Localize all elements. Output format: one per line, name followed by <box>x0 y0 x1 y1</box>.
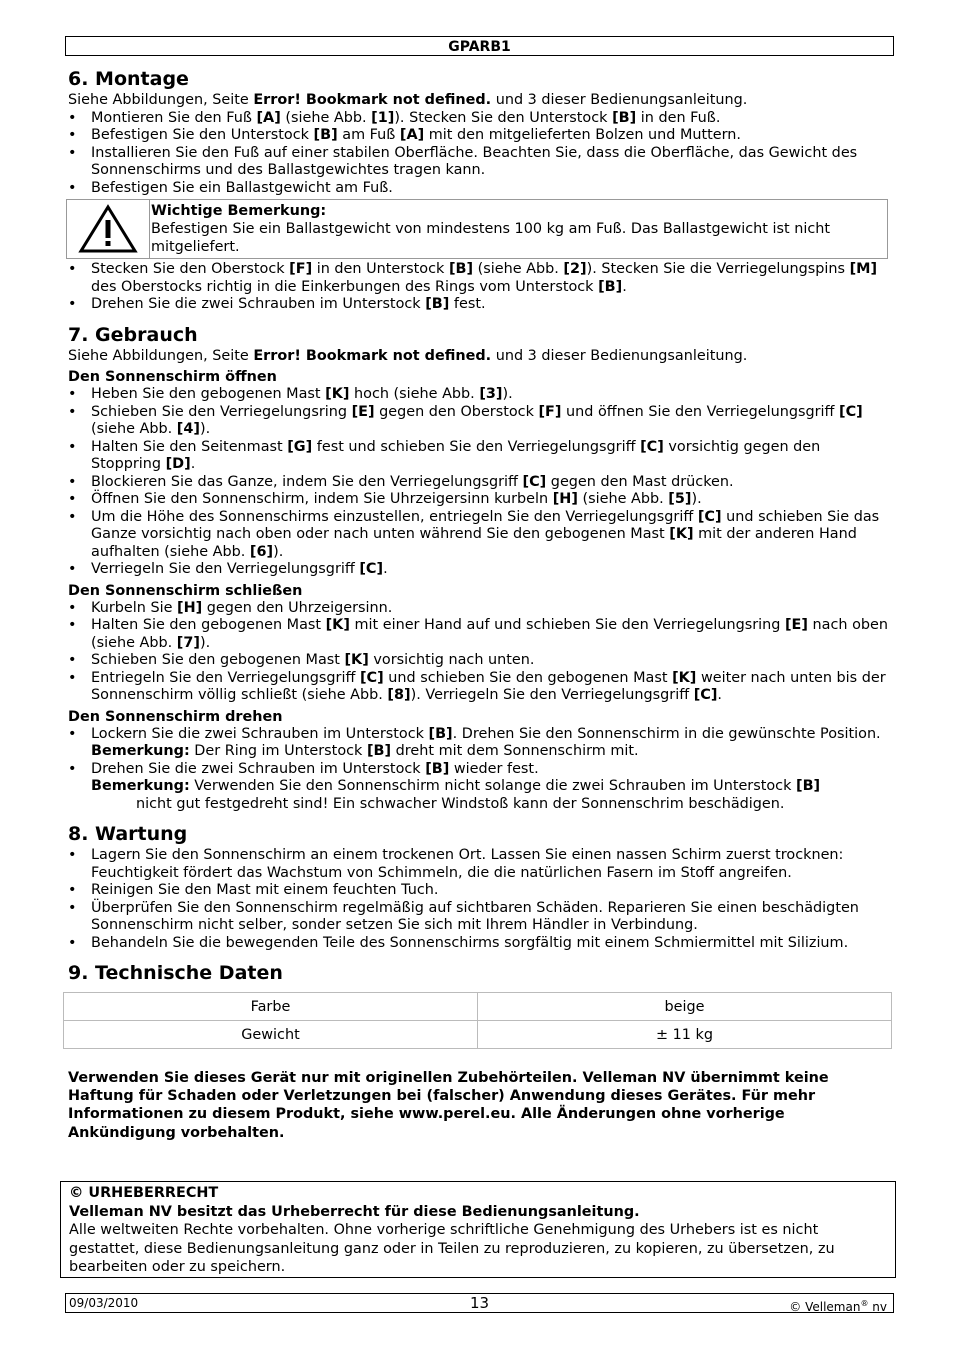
list-item: • Reinigen Sie den Mast mit einem feuchten Tuch. <box>68 882 888 900</box>
bullet-list <box>68 261 888 314</box>
table-cell: beige <box>478 993 892 1021</box>
list-item: • Schieben Sie den Verriegelungsring [E] gegen den Oberstock [F] und öffnen Sie den Verriegelungsgriff [C] (siehe Abb. [4]). <box>68 404 888 439</box>
copyright-box <box>60 1181 896 1278</box>
list-item: • Verriegeln Sie den Verriegelungsgriff [C]. <box>68 561 888 579</box>
section-wartung <box>68 821 888 952</box>
intro-paragraph: Siehe Abbildungen, Seite Error! Bookmark not defined. und 3 dieser Bedienungsanleitung. <box>68 347 748 364</box>
section-technische-daten <box>68 960 888 1049</box>
warning-title: Wichtige Bemerkung: <box>151 203 327 219</box>
list-item: • Drehen Sie die zwei Schrauben im Unterstock [B] fest. <box>68 296 888 314</box>
bullet-list <box>68 847 888 952</box>
list-item: • Befestigen Sie ein Ballastgewicht am Fuß. <box>68 180 888 198</box>
list-item: • Behandeln Sie die bewegenden Teile des Sonnenschirms sorgfältig mit einem Schmiermittel mit Silizium. <box>68 935 888 953</box>
list-item: • Überprüfen Sie den Sonnenschirm regelmäßig auf sichtbaren Schäden. Reparieren Sie einen beschädigten Sonnenschirm nicht selber, sonder setzen Sie sich mit Ihrem Händler in Verbindung. <box>68 900 888 935</box>
footer-date: 09/03/2010 <box>69 1296 139 1310</box>
main-content <box>68 66 888 1142</box>
table-row <box>64 1021 892 1049</box>
brand-prefix: © Velleman <box>789 1300 861 1314</box>
bullet-list <box>68 600 888 705</box>
subheading-close: Den Sonnenschirm schließen <box>68 582 303 599</box>
warning-icon <box>67 200 150 258</box>
list-item: • Um die Höhe des Sonnenschirms einzustellen, entriegeln Sie den Verriegelungsgriff [C] und schieben Sie das Ganze vorsichtig nach oben oder nach unten während Sie den gebogenen Mast [K] mit der anderen Hand aufhalten (siehe Abb. [6]). <box>68 509 888 562</box>
note-line: Bemerkung: Verwenden Sie den Sonnenschirm nicht solange die zwei Schrauben im Unterstock [B] <box>91 778 821 794</box>
bullet-list <box>68 110 888 198</box>
warning-text: Befestigen Sie ein Ballastgewicht von mindestens 100 kg am Fuß. Das Ballastgewicht ist nicht mitgeliefert. <box>151 221 831 255</box>
list-item: • Schieben Sie den gebogenen Mast [K] vorsichtig nach unten. <box>68 652 888 670</box>
section-gebrauch <box>68 322 888 814</box>
list-item: • Stecken Sie den Oberstock [F] in den Unterstock [B] (siehe Abb. [2]). Stecken Sie die Verriegelungspins [M] des Oberstocks richtig in die Einkerbungen des Rings vom Unterstock [B]. <box>68 261 888 296</box>
table-cell: ± 11 kg <box>478 1021 892 1049</box>
copyright-text: Alle weltweiten Rechte vorbehalten. Ohne vorherige schriftliche Genehmigung des Urhebers ist es nicht gestattet, diese Bedienungsanleitung ganz oder in Teilen zu reproduzieren, zu kopieren, zu übersetzen, zu bearbeiten oder zu speichern. <box>69 1222 835 1275</box>
document-header <box>65 36 894 56</box>
list-item: • Entriegeln Sie den Verriegelungsgriff [C] und schieben Sie den gebogenen Mast [K] weiter nach unten bis der Sonnenschirm völlig schließt (siehe Abb. [8]). Verriegeln Sie den Verriegelungsgriff [C]. <box>68 670 888 705</box>
note <box>68 778 888 813</box>
section-heading: 8. Wartung <box>68 823 188 845</box>
section-heading: 7. Gebrauch <box>68 323 198 346</box>
copyright-title: © URHEBERRECHT <box>69 1185 219 1201</box>
page-number: 13 <box>469 1294 490 1312</box>
footer-brand <box>789 1294 887 1317</box>
intro-paragraph: Siehe Abbildungen, Seite Error! Bookmark not defined. und 3 dieser Bedienungsanleitung. <box>68 92 748 108</box>
subheading-turn: Den Sonnenschirm drehen <box>68 708 283 725</box>
bullet-list <box>68 386 888 579</box>
table-cell: Farbe <box>64 993 478 1021</box>
registered-mark: ® <box>860 1299 869 1308</box>
list-item: • Lockern Sie die zwei Schrauben im Unterstock [B]. Drehen Sie den Sonnenschirm in die gewünschte Position. <box>68 726 888 744</box>
table-row <box>64 993 892 1021</box>
table-cell: Gewicht <box>64 1021 478 1049</box>
bullet-list <box>68 761 888 779</box>
warning-content <box>150 200 887 258</box>
list-item: • Kurbeln Sie [H] gegen den Uhrzeigersinn. <box>68 600 888 618</box>
document-title: GPARB1 <box>448 39 511 55</box>
list-item: • Blockieren Sie das Ganze, indem Sie den Verriegelungsgriff [C] gegen den Mast drücken. <box>68 474 888 492</box>
note-line: nicht gut festgedreht sind! Ein schwacher Windstoß kann der Sonnenschrim beschädigen. <box>136 795 785 812</box>
list-item: • Halten Sie den gebogenen Mast [K] mit einer Hand auf und schieben Sie den Verriegelungsring [E] nach oben (siehe Abb. [7]). <box>68 617 888 652</box>
list-item: • Drehen Sie die zwei Schrauben im Unterstock [B] wieder fest. <box>68 761 888 779</box>
section-heading: 6. Montage <box>68 68 189 90</box>
list-item: • Öffnen Sie den Sonnenschirm, indem Sie Uhrzeigersinn kurbeln [H] (siehe Abb. [5]). <box>68 491 888 509</box>
disclaimer: Verwenden Sie dieses Gerät nur mit originellen Zubehörteilen. Velleman NV übernimmt keine Haftung für Schaden oder Verletzungen bei (falscher) Anwendung dieses Gerätes. Für mehr Informationen zu diesem Produkt, siehe www.perel.eu. Alle Änderungen ohne vorherige Ankündigung vorbehalten. <box>68 1070 829 1141</box>
list-item: • Heben Sie den gebogenen Mast [K] hoch (siehe Abb. [3]). <box>68 386 888 404</box>
section-montage <box>68 66 888 314</box>
section-heading: 9. Technische Daten <box>68 962 283 984</box>
warning-box <box>66 199 888 259</box>
list-item: • Installieren Sie den Fuß auf einer stabilen Oberfläche. Beachten Sie, dass die Oberfläche, das Gewicht des Sonnenschirms und des Ballastgewichtes tragen kann. <box>68 145 888 180</box>
list-item: • Halten Sie den Seitenmast [G] fest und schieben Sie den Verriegelungsgriff [C] vorsichtig gegen den Stoppring [D]. <box>68 439 888 474</box>
list-item: • Befestigen Sie den Unterstock [B] am Fuß [A] mit den mitgelieferten Bolzen und Muttern. <box>68 127 888 145</box>
list-item: • Montieren Sie den Fuß [A] (siehe Abb. [1]). Stecken Sie den Unterstock [B] in den Fuß. <box>68 110 888 128</box>
subheading-open: Den Sonnenschirm öffnen <box>68 369 277 385</box>
list-item: • Lagern Sie den Sonnenschirm an einem trockenen Ort. Lassen Sie einen nassen Schirm zuerst trocknen: Feuchtigkeit fördert das Wachstum von Schimmeln, die die natürlichen Fasern im Stoff angreifen. <box>68 847 888 882</box>
spec-table <box>63 992 892 1049</box>
document-footer <box>65 1293 894 1313</box>
brand-suffix: nv <box>868 1300 887 1314</box>
bullet-list <box>68 726 888 744</box>
copyright-subtitle: Velleman NV besitzt das Urheberrecht für diese Bedienungsanleitung. <box>69 1203 640 1220</box>
note: Bemerkung: Der Ring im Unterstock [B] dreht mit dem Sonnenschirm mit. <box>91 743 639 759</box>
